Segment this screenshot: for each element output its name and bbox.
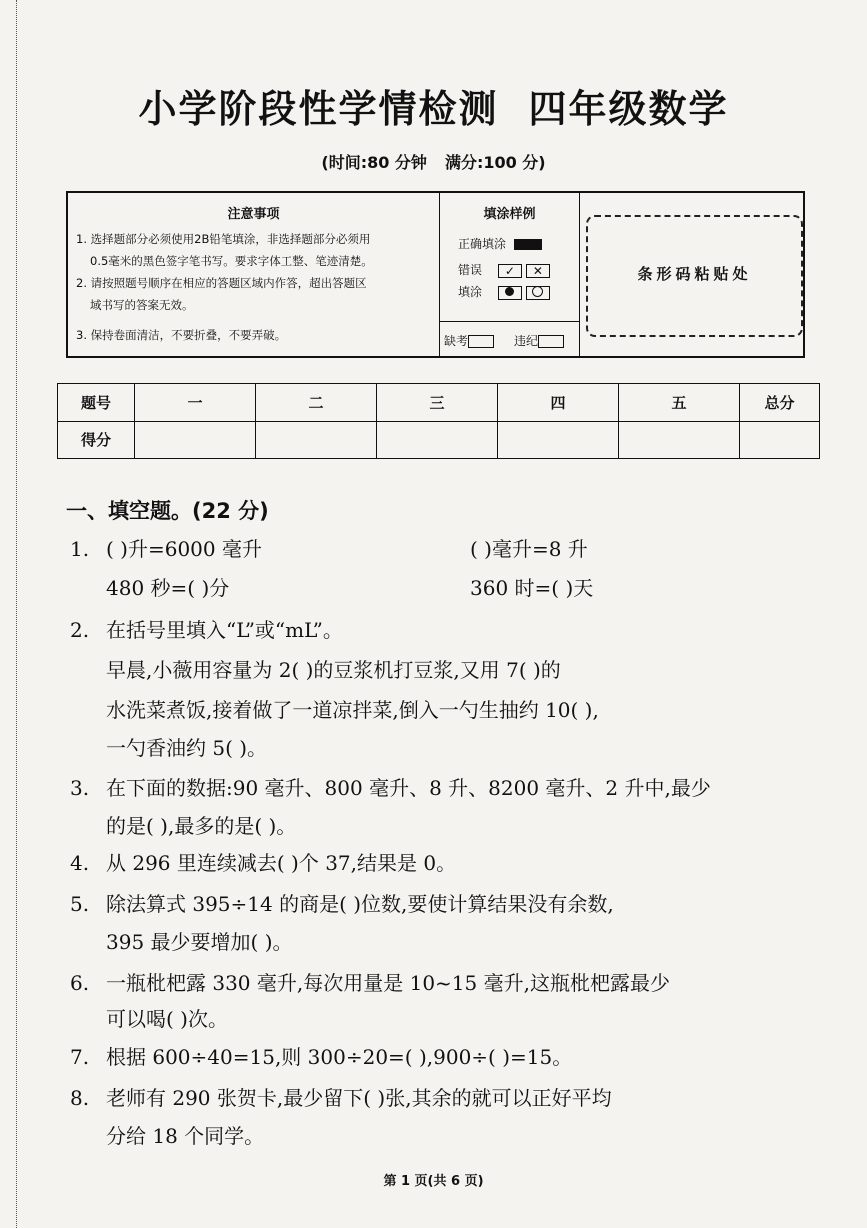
barcode-area (586, 215, 803, 337)
absent-label: 缺考 (444, 334, 469, 348)
question-number: 1. (70, 537, 90, 561)
wrong-fill-label: 错误 (458, 263, 483, 277)
page-footer: 第 1 页(共 6 页) (383, 1174, 484, 1189)
check-mark-icon: ✓ (498, 264, 522, 278)
question-1-a: ( )升=6000 毫升 (106, 537, 262, 561)
score-cell[interactable] (619, 421, 740, 459)
correct-fill-row (458, 235, 542, 252)
correct-fill-label: 正确填涂 (458, 237, 507, 251)
question-7-line: 根据 600÷40=15,则 300÷20=( ),900÷( )=15。 (106, 1045, 573, 1069)
question-8-line: 老师有 290 张贺卡,最少留下( )张,其余的就可以正好平均 (106, 1086, 612, 1110)
barcode-label: 条形码粘贴处 (637, 265, 752, 283)
score-header-cell: 题号 (58, 384, 135, 422)
filled-mark-icon (514, 239, 542, 250)
notice-line: 0.5毫米的黑色签字笔书写。要求字体工整、笔迹清楚。 (90, 254, 373, 268)
absent-checkbox (468, 335, 494, 348)
question-5-line: 395 最少要增加( )。 (106, 930, 293, 954)
notice-line: 1. 选择题部分必须使用2B铅笔填涂，非选择题部分必须用 (76, 232, 371, 246)
question-number: 2. (70, 618, 90, 642)
absent-item (444, 332, 494, 349)
question-5-line: 除法算式 395÷14 的商是( )位数,要使计算结果没有余数, (106, 892, 614, 916)
score-header-cell: 五 (619, 384, 740, 422)
question-6-line: 可以喝( )次。 (106, 1007, 228, 1031)
question-1-d: 360 时=( )天 (470, 576, 594, 600)
section-1-title: 一、填空题。(22 分) (66, 499, 269, 523)
wrong-fill-label-2: 填涂 (458, 285, 483, 299)
question-4-line: 从 296 里连续减去( )个 37,结果是 0。 (106, 851, 457, 875)
wrong-fill-row-1 (458, 261, 550, 278)
notice-line: 2. 请按照题号顺序在相应的答题区域内作答，超出答题区 (76, 276, 367, 290)
exam-full-score: 满分:100 分) (444, 153, 546, 172)
exam-title-main: 小学阶段性学情检测 (138, 87, 499, 131)
exam-time-score (0, 150, 867, 173)
score-cell[interactable] (377, 421, 498, 459)
score-header-cell: 一 (135, 384, 256, 422)
empty-circle-icon (526, 286, 550, 300)
question-8-line: 分给 18 个同学。 (106, 1124, 265, 1148)
notices-panel (68, 193, 440, 356)
question-6-line: 一瓶枇杷露 330 毫升,每次用量是 10~15 毫升,这瓶枇杷露最少 (106, 971, 670, 995)
score-header-cell: 三 (377, 384, 498, 422)
question-3-line: 在下面的数据:90 毫升、800 毫升、8 升、8200 毫升、2 升中,最少 (106, 776, 711, 800)
score-header-cell: 四 (498, 384, 619, 422)
score-table (57, 383, 819, 459)
binding-margin-line (16, 0, 17, 1228)
question-2-line: 水洗菜煮饭,接着做了一道凉拌菜,倒入一勺生抽约 10( ), (106, 698, 599, 722)
score-header-cell: 二 (256, 384, 377, 422)
fill-sample-panel (440, 193, 580, 356)
violation-checkbox (538, 335, 564, 348)
exam-info-box (66, 191, 805, 358)
question-number: 5. (70, 892, 90, 916)
score-cell[interactable] (498, 421, 619, 459)
question-2-line: 在括号里填入“L”或“mL”。 (106, 618, 343, 642)
score-table-score-row (58, 421, 820, 459)
score-header-cell: 总分 (740, 384, 820, 422)
score-row-label: 得分 (58, 421, 135, 459)
question-number: 8. (70, 1086, 90, 1110)
notice-line: 域书写的答案无效。 (90, 298, 194, 312)
question-number: 6. (70, 971, 90, 995)
score-cell[interactable] (135, 421, 256, 459)
question-2-line: 一勺香油约 5( )。 (106, 736, 268, 760)
question-1-b: ( )毫升=8 升 (470, 537, 588, 561)
score-cell[interactable] (256, 421, 377, 459)
score-cell[interactable] (740, 421, 820, 459)
question-3-line: 的是( ),最多的是( )。 (106, 814, 297, 838)
violation-label: 违纪 (514, 334, 539, 348)
question-number: 4. (70, 851, 90, 875)
exam-title-subject: 四年级数学 (528, 87, 729, 131)
score-table-header-row (58, 384, 820, 422)
filled-dot-icon (498, 286, 522, 300)
question-number: 7. (70, 1045, 90, 1069)
notices-title: 注意事项 (227, 207, 280, 222)
exam-time: (时间:80 分钟 (321, 153, 427, 172)
notice-line: 3. 保持卷面清洁，不要折叠，不要弄破。 (76, 328, 287, 342)
fill-sample-title: 填涂样例 (483, 207, 536, 222)
cross-mark-icon: ✕ (526, 264, 550, 278)
exam-title (0, 78, 867, 133)
question-2-line: 早晨,小薇用容量为 2( )的豆浆机打豆浆,又用 7( )的 (106, 658, 561, 682)
question-number: 3. (70, 776, 90, 800)
absence-row (440, 321, 579, 359)
question-1-c: 480 秒=( )分 (106, 576, 230, 600)
violation-item (514, 332, 564, 349)
wrong-fill-row-2 (458, 283, 550, 300)
